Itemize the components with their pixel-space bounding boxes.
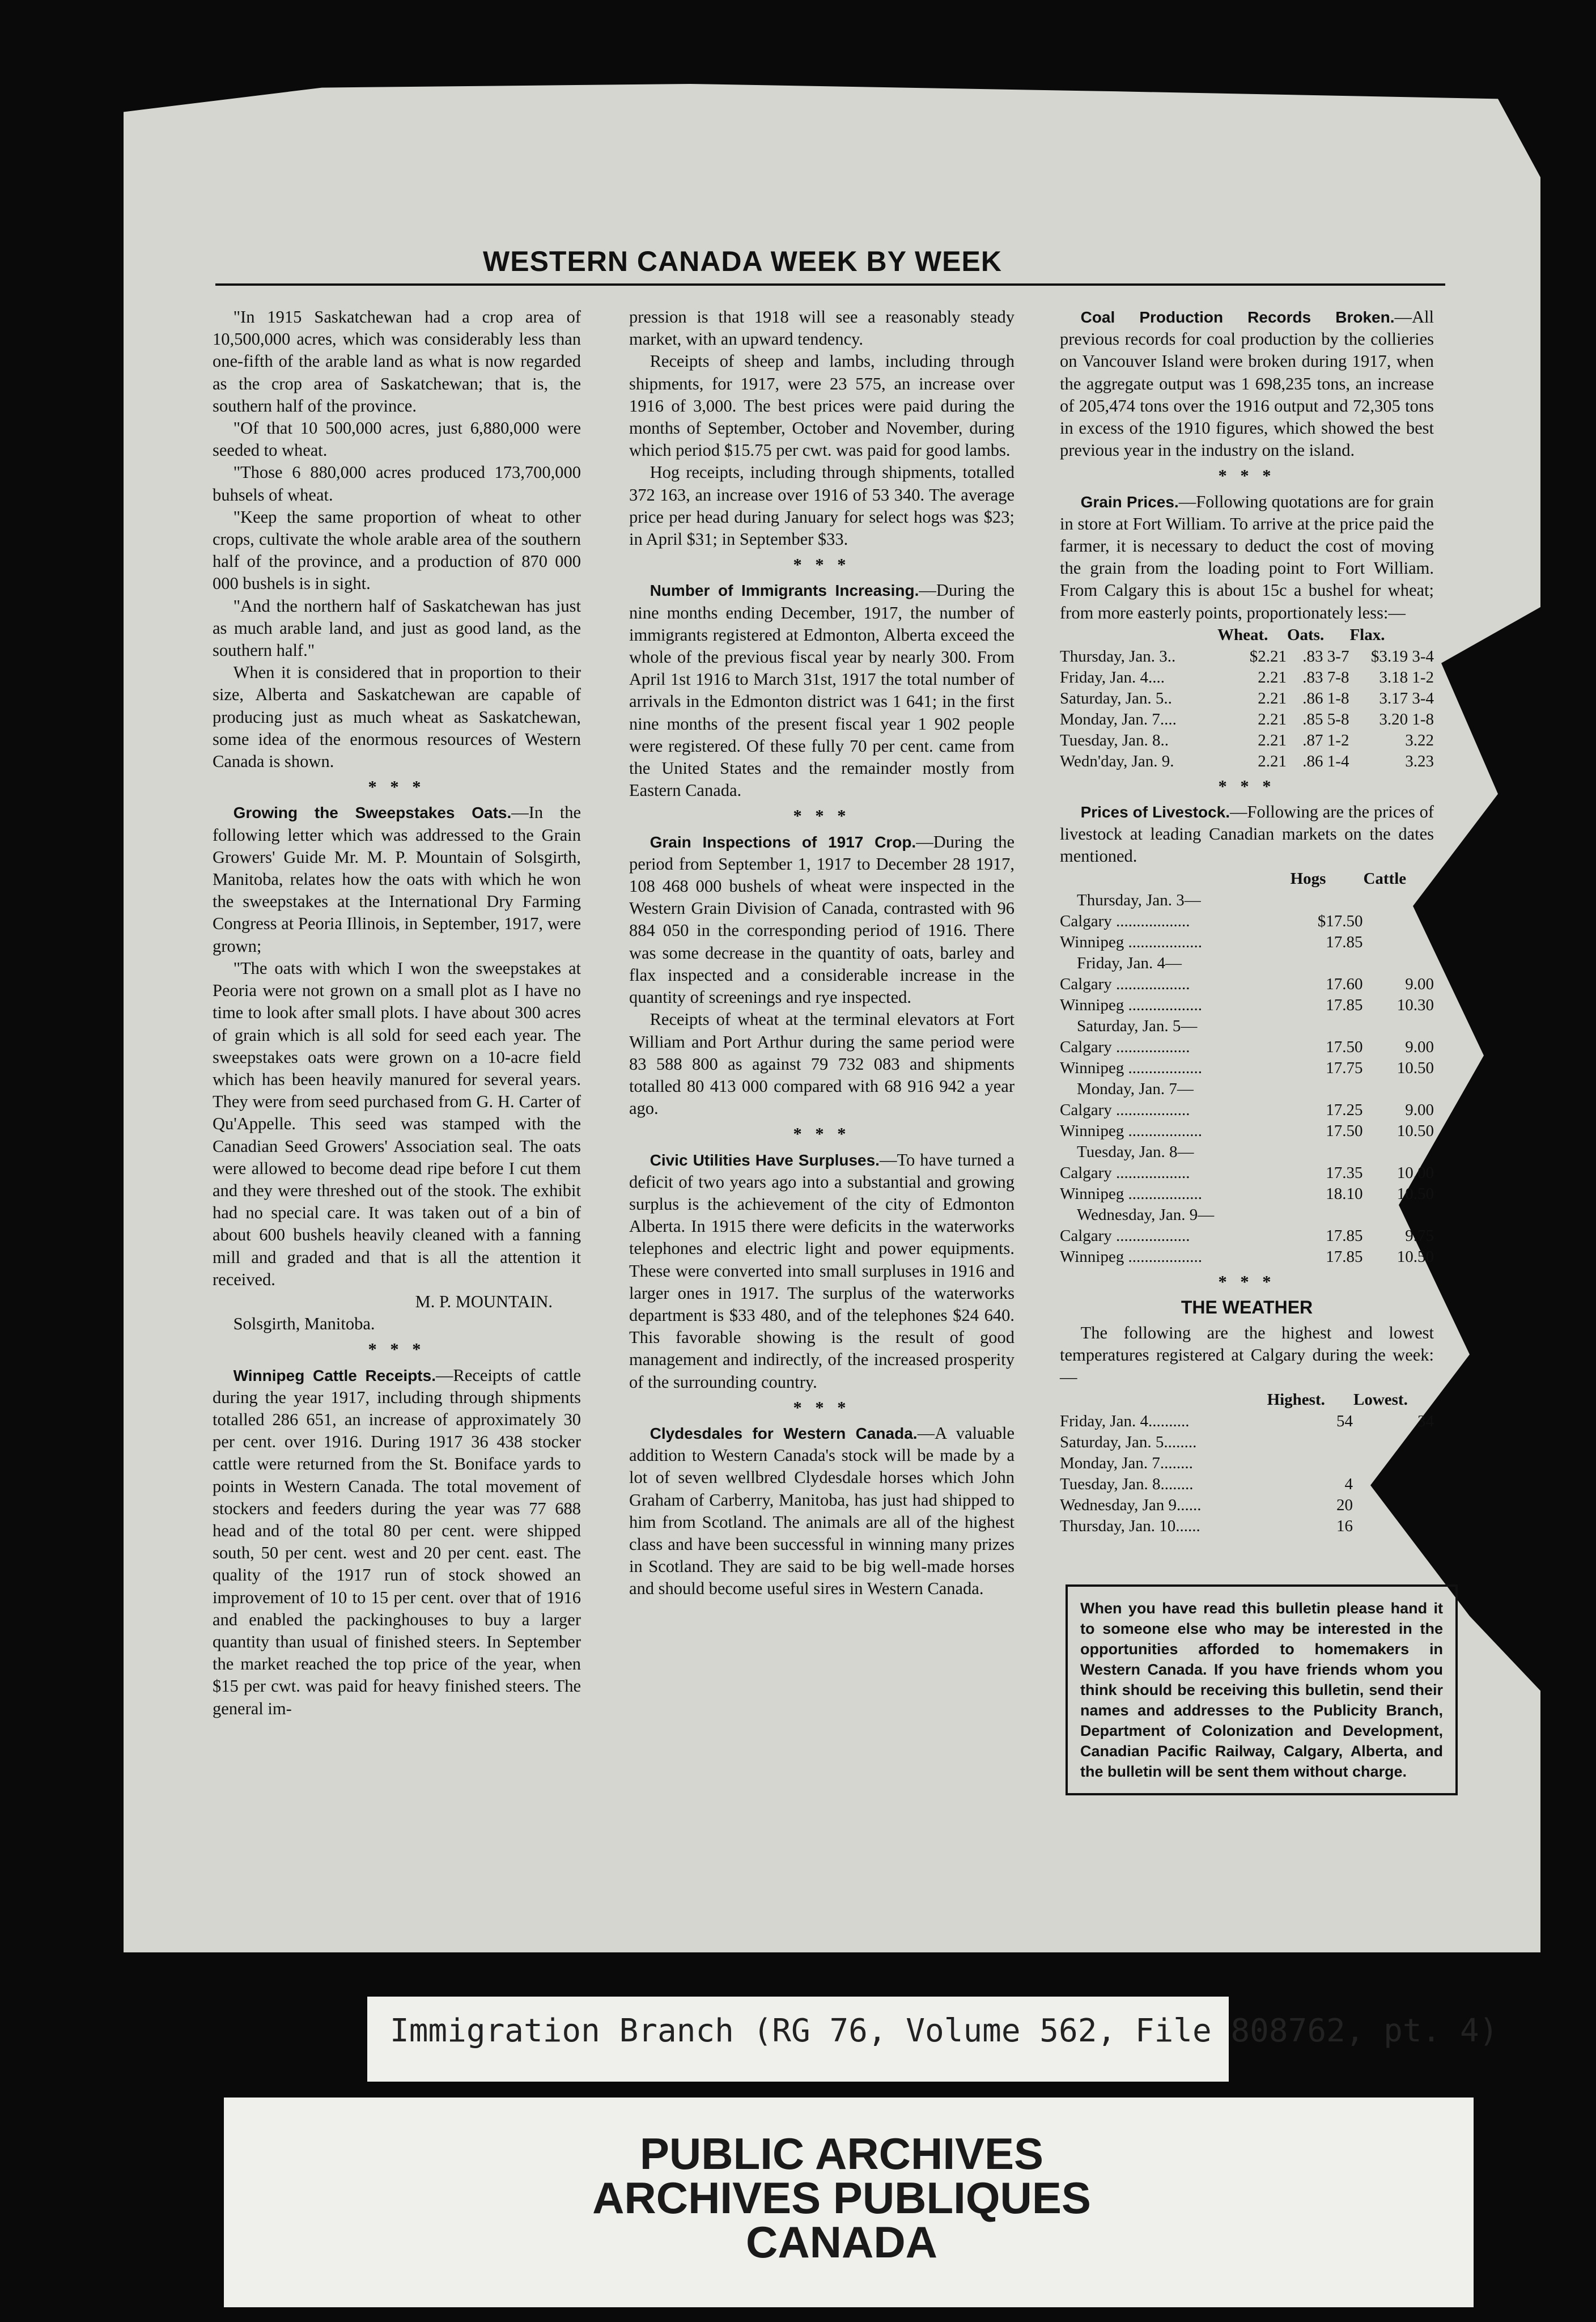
paragraph: "Those 6 880,000 acres produced 173,700,000 buhsels of wheat. [213, 463, 581, 505]
table-day-row [1060, 1079, 1434, 1100]
table-cell: 3.22 [1405, 731, 1434, 749]
table-cell: 17.75 [1326, 1058, 1363, 1077]
article-heading: Grain Prices. [1080, 493, 1179, 511]
column-2 [629, 306, 1015, 1600]
table-row [1060, 911, 1434, 932]
table-cell: 2.21 [1258, 668, 1287, 687]
article-body: —During the period from September 1, 1917 to December 28 1917, 108 468 000 bushels of wheat were inspected in the Western Grain Division of Canada, contrasted with 96 884 050 in the corresponding period of 1916. There was some decrease in the quantity of oats, barley and flax inspected and a considerable increase in the quantity of screenings and rye inspected. [629, 832, 1015, 1007]
table-day-row [1060, 953, 1434, 974]
table-cell: Monday, Jan. 7.... [1060, 710, 1177, 728]
table-row [1060, 667, 1434, 688]
paragraph: Receipts of wheat at the terminal elevators at Fort William and Port Arthur during the same period were 83 588 800 as against 79 732 083 and shipments totalled 80 413 000 compared with 68 916 942 a year ago. [629, 1010, 1015, 1118]
table-cell: 9.00 [1405, 1037, 1434, 1056]
table-cell: Winnipeg .................. [1060, 1184, 1202, 1203]
table-row [1060, 1432, 1434, 1453]
table-cell: Winnipeg .................. [1060, 1121, 1202, 1140]
table-row [1060, 1411, 1434, 1432]
table-row [1060, 688, 1434, 709]
article-livestock [1060, 801, 1434, 868]
table-day-row [1060, 1016, 1434, 1037]
table-header: Flax. [1349, 625, 1385, 644]
table-cell: 10.50 [1396, 1121, 1434, 1140]
article-heading: Winnipeg Cattle Receipts. [233, 1366, 436, 1384]
table-row [1060, 730, 1434, 751]
table-cell: Friday, Jan. 4— [1077, 954, 1182, 972]
table-cell: 10.50 [1396, 1247, 1434, 1266]
article-body: —Following are the prices of livestock at leading Canadian markets on the dates mentioned. [1060, 802, 1434, 866]
table-row [1060, 1163, 1434, 1184]
article-body: —Receipts of cattle during the year 1917, including through shipments totalled 286 651, an increase of approximately 30 per cent. over 1916. During 1917 36 438 stocker cattle were returned from the St. Boniface yards to points in Western Canada. The total movement of stockers and feeders during the year was 77 688 head and of the total 80 per cent. were shipped south, 50 per cent. west and 20 per cent. east. The quality of the 1917 run of stock showed an improvement of 10 to 15 per cent. over that of 1916 and enabled the packinghouses to buy a larger quantity than usual of finished steers. In September the market reached the top price of the year, when $15 per cwt. was paid for heavy finished steers. The general im- [213, 1365, 581, 1718]
table-cell: 9.00 [1405, 1100, 1434, 1119]
table-cell: 2.21 [1258, 710, 1287, 728]
bulletin-notice-box: When you have read this bulletin please hand it to someone else who may be interested in the opportunities afforded to homemakers in Western Canada. If you have friends whom you think should be receiving this bulletin, send their names and addresses to the Publicity Branch, Department of Colonization and Development, Canadian Pacific Railway, Calgary, Alberta, and the bulletin will be sent them without charge. [1066, 1584, 1458, 1795]
table-cell: Friday, Jan. 4.......... [1060, 1412, 1190, 1430]
archive-stamp [558, 2129, 1125, 2267]
table-cell [1353, 1516, 1434, 1537]
article-heading: Growing the Sweepstakes Oats. [233, 804, 512, 822]
article-immigrants [629, 579, 1015, 802]
paragraph: The following are the highest and lowest temperatures registered at Calgary during the week:— [1060, 1323, 1434, 1387]
table-row [1060, 751, 1434, 772]
article-heading: Clydesdales for Western Canada. [650, 1424, 918, 1442]
paragraph: "Of that 10 500,000 acres, just 6,880,000 were seeded to wheat. [213, 418, 581, 460]
livestock-price-table [1060, 868, 1434, 1268]
table-row [1060, 1247, 1434, 1268]
table-row [1060, 1516, 1434, 1537]
article-body: —A valuable addition to Western Canada's stock will be made by a lot of seven wellbred Clydesdale horses which John Graham of Carberry, Manitoba, has just had shipped to him from Scotland. The animals are all of the highest class and have been successful in winning many prizes in Scotland. They are said to be big well-made horses and should become useful sires in Western Canada. [629, 1423, 1015, 1599]
article-sweepstakes [213, 802, 581, 957]
table-row [1060, 1100, 1434, 1121]
table-header: Cattle [1363, 869, 1407, 888]
table-cell: 17.60 [1326, 974, 1363, 993]
table-header: Lowest. [1353, 1390, 1408, 1409]
paragraph: "The oats with which I won the sweepstakes at Peoria were not grown on a small plot as I have no time to look after small plots. I have about 300 acres of grain which is all sold for seed each year. The sweepstakes oats were grown on a 10-acre field which has been heavily manured for several years. They were from seed purchased from G. H. Carter of Qu'Appelle. This seed was stamped with the Canadian Seed Growers' Association seal. The oats were allowed to become dead ripe before I cut them and they were threshed out of the stook. The exhibit had no special care. It was taken out of a bin of about 600 bushels heavily cleaned with a fanning mill and graded and that is all the attention it received. [213, 958, 581, 1289]
table-cell: Thursday, Jan. 3.. [1060, 647, 1176, 666]
table-cell: 10.00 [1396, 1163, 1434, 1182]
table-cell: 20 [1336, 1495, 1353, 1514]
paragraph: When it is considered that in proportion to their size, Alberta and Saskatchewan are capable of producing just as much wheat as Saskatchewan, some idea of the enormous resources of Western Canada is shown. [213, 663, 581, 772]
table-cell: .86 1-4 [1302, 752, 1349, 770]
table-cell: 17.50 [1326, 1037, 1363, 1056]
section-separator: * * * [368, 1340, 426, 1359]
table-cell: Calgary .................. [1060, 1037, 1190, 1056]
table-cell: 10.30 [1396, 995, 1434, 1014]
table-day-row [1060, 890, 1434, 911]
table-cell: 2.21 [1258, 752, 1287, 770]
paragraph: pression is that 1918 will see a reasonably steady market, with an upward tendency. [629, 307, 1015, 349]
table-header [1060, 624, 1217, 646]
stamp-line: PUBLIC ARCHIVES [639, 2129, 1044, 2179]
table-cell: 17.85 [1326, 1226, 1363, 1245]
table-row [1060, 995, 1434, 1016]
archive-caption-label [367, 1997, 1499, 2082]
table-cell: Winnipeg .................. [1060, 1247, 1202, 1266]
table-header: Hogs [1290, 869, 1326, 888]
table-cell: Tuesday, Jan. 8........ [1060, 1474, 1194, 1493]
stamp-line: ARCHIVES PUBLIQUES [592, 2173, 1091, 2223]
article-body: —Following quotations are for grain in store at Fort William. To arrive at the price paid the farmer, it is necessary to deduct the cost of moving the grain from the loading point to Fort William. From Calgary this is about 15c a bushel for wheat; from more easterly points, proportionately less:— [1060, 491, 1434, 622]
table-cell: Tuesday, Jan. 8— [1077, 1142, 1194, 1161]
table-cell: 17.85 [1326, 1247, 1363, 1266]
table-cell: 17.25 [1326, 1100, 1363, 1119]
table-cell: Monday, Jan. 7— [1077, 1079, 1194, 1098]
table-row [1060, 1121, 1434, 1142]
table-row [1060, 1037, 1434, 1058]
table-row [1060, 1474, 1434, 1495]
signature-place: Solsgirth, Manitoba. [233, 1314, 375, 1334]
table-cell: 3.23 [1405, 752, 1434, 770]
table-cell: Wednesday, Jan. 9— [1077, 1205, 1215, 1224]
table-cell: Winnipeg .................. [1060, 1058, 1202, 1077]
table-cell: 17.85 [1326, 995, 1363, 1014]
article-body: —All previous records for coal production by the collieries on Vancouver Island were broken during 1917, when the aggregate output was 1 698,235 tons, an increase of 205,474 tons over the 1916 output and 72,305 tons in excess of the 1910 figures, which showed the best previous year in the industry on the island. [1060, 307, 1434, 460]
paragraph: Hog receipts, including through shipments, totalled 372 163, an increase over 1916 of 53 340. The average price per head during January for select hogs was $23; in April $31; in September $33. [629, 463, 1015, 549]
headline-rule [215, 283, 1445, 286]
table-row [1060, 974, 1434, 995]
article-body: —To have turned a deficit of two years ago into a substantial and growing surplus is the achievement of the city of Edmonton Alberta. In 1915 there were deficits in the waterworks telephones and electric light and power equipments. These were converted into small surpluses in 1916 and larger ones in 1917. The surplus of the waterworks department is $33 480, and of the telephones $24 640. This favorable showing is the result of good management and indirectly, of the increased prosperity of the surrounding country. [629, 1150, 1015, 1392]
table-cell: Saturday, Jan. 5........ [1060, 1433, 1197, 1451]
archive-stamp-strip [224, 2098, 1474, 2307]
table-cell: Winnipeg .................. [1060, 933, 1202, 951]
table-cell: Thursday, Jan. 3— [1077, 891, 1201, 909]
table-cell: $2.21 [1249, 647, 1287, 666]
table-cell [1362, 911, 1434, 932]
table-cell: 10.50 [1396, 1184, 1434, 1203]
table-day-row [1060, 1205, 1434, 1226]
table-header: Wheat. [1217, 625, 1268, 644]
table-cell: .83 3-7 [1302, 647, 1349, 666]
table-cell: Wednesday, Jan 9...... [1060, 1495, 1202, 1514]
table-cell [1353, 1474, 1434, 1495]
table-row [1060, 1226, 1434, 1247]
table-cell: Friday, Jan. 4.... [1060, 668, 1165, 687]
table-cell: 4 [1344, 1474, 1353, 1493]
table-cell: Thursday, Jan. 10...... [1060, 1516, 1200, 1535]
table-header: Oats. [1287, 625, 1325, 644]
table-cell: 3.18 1-2 [1379, 668, 1434, 687]
section-separator: * * * [793, 555, 851, 575]
weather-table [1060, 1389, 1434, 1537]
table-cell: 17.35 [1326, 1163, 1363, 1182]
table-row [1060, 646, 1434, 667]
stamp-line: CANADA [746, 2217, 937, 2267]
section-separator: * * * [793, 1397, 851, 1417]
article-body: —In the following letter which was addressed to the Grain Growers' Guide Mr. M. P. Mountain of Solsgirth, Manitoba, relates how the oats with which he won the sweepstakes at the International Dry Farming Congress at Peoria Illinois, in September, 1917, were grown; [213, 803, 581, 956]
table-header [1060, 868, 1290, 890]
table-cell: Calgary .................. [1060, 1226, 1190, 1245]
table-cell: 2.21 [1258, 689, 1287, 707]
table-cell: Monday, Jan. 7........ [1060, 1454, 1193, 1472]
table-cell: .87 1-2 [1302, 731, 1349, 749]
table-cell: Calgary .................. [1060, 1163, 1190, 1182]
section-separator: * * * [1218, 466, 1276, 486]
paragraph: "In 1915 Saskatchewan had a crop area of 10,500,000 acres, which was considerably less than one-fifth of the arable land as what is now regarded as the crop area of Saskatchewan; that is, the southern half of the province. [213, 307, 581, 416]
table-cell: Calgary .................. [1060, 974, 1190, 993]
table-cell [1353, 1432, 1434, 1453]
table-cell: 9.75 [1405, 1226, 1434, 1245]
table-cell [1267, 1432, 1353, 1453]
table-header [1060, 1389, 1267, 1411]
article-heading: Civic Utilities Have Surpluses. [650, 1151, 880, 1169]
table-cell: 16 [1336, 1516, 1353, 1535]
table-row [1060, 709, 1434, 730]
article-heading: Grain Inspections of 1917 Crop. [650, 833, 916, 851]
table-cell: 9.00 [1405, 974, 1434, 993]
section-separator: * * * [368, 777, 426, 797]
section-separator: * * * [1218, 776, 1276, 796]
table-cell: .83 7-8 [1302, 668, 1349, 687]
table-cell [1362, 932, 1434, 953]
article-clydesdales [629, 1422, 1015, 1600]
article-grain-prices [1060, 491, 1434, 624]
table-cell: 3.17 3-4 [1379, 689, 1434, 707]
table-cell: 2.21 [1258, 731, 1287, 749]
table-cell [1353, 1495, 1434, 1516]
table-header-row [1060, 868, 1434, 890]
table-cell: 17.50 [1326, 1121, 1363, 1140]
table-row [1060, 1058, 1434, 1079]
table-cell: .86 1-8 [1302, 689, 1349, 707]
table-cell: Winnipeg .................. [1060, 995, 1202, 1014]
section-separator: * * * [793, 806, 851, 826]
table-cell: Calgary .................. [1060, 912, 1190, 930]
table-cell: 17.85 [1326, 933, 1363, 951]
table-cell [1353, 1453, 1434, 1474]
section-separator: * * * [1218, 1272, 1276, 1291]
page-headline: WESTERN CANADA WEEK BY WEEK [483, 245, 1002, 277]
grain-price-table [1060, 624, 1434, 772]
table-cell: Wedn'day, Jan. 9. [1060, 752, 1174, 770]
table-row [1060, 1453, 1434, 1474]
table-row [1060, 932, 1434, 953]
archive-caption: Immigration Branch (RG 76, Volume 562, File 808762, pt. 4) [390, 2012, 1499, 2049]
table-day-row [1060, 1142, 1434, 1163]
column-3 [1060, 306, 1434, 1537]
table-cell: 18.10 [1326, 1184, 1363, 1203]
table-cell: $17.50 [1317, 912, 1363, 930]
paragraph: Receipts of sheep and lambs, including through shipments, for 1917, were 23 575, an increase over 1916 of 3,000. The best prices were paid during the months of September, October and November, during which period $15.75 per cwt. was paid for good lambs. [629, 351, 1015, 460]
signature-name: M. P. MOUNTAIN. [415, 1291, 553, 1311]
table-cell: 10.50 [1396, 1058, 1434, 1077]
article-cattle [213, 1365, 581, 1720]
column-1 [213, 306, 581, 1720]
article-heading: Prices of Livestock. [1080, 803, 1230, 821]
table-cell [1267, 1453, 1353, 1474]
weather-heading: THE WEATHER [1181, 1296, 1313, 1317]
table-cell: 34 [1417, 1412, 1434, 1430]
table-row [1060, 1184, 1434, 1205]
article-coal [1060, 306, 1434, 461]
article-body: —During the nine months ending December, 1917, the number of immigrants registered at Edmonton, Alberta exceed the whole of the previous fiscal year by nearly 300. From April 1st 1916 to March 31st, 1917 the total number of arrivals in the Edmonton district was 1 641; in the first nine months of the present fiscal year 1 902 people were registered. Of these fully 70 per cent. came from the United States and the remainder mostly from Eastern Canada. [629, 580, 1015, 800]
table-cell: 54 [1336, 1412, 1353, 1430]
table-row [1060, 1495, 1434, 1516]
table-header-row [1060, 1389, 1434, 1411]
table-cell: 3.20 1-8 [1379, 710, 1434, 728]
table-cell: Saturday, Jan. 5.. [1060, 689, 1172, 707]
paragraph: "Keep the same proportion of wheat to other crops, cultivate the whole arable area of the southern half of the province, and a production of 870 000 000 bushels is in sight. [213, 507, 581, 594]
article-heading: Coal Production Records Broken. [1080, 308, 1395, 326]
table-cell: Saturday, Jan. 5— [1077, 1016, 1198, 1035]
table-header-row [1060, 624, 1434, 646]
table-cell: .85 5-8 [1302, 710, 1349, 728]
table-cell: $3.19 3-4 [1370, 647, 1434, 666]
paragraph: "And the northern half of Saskatchewan has just as much arable land, and just as good land, as the southern half." [213, 596, 581, 660]
article-civic-utilities [629, 1149, 1015, 1393]
article-heading: Number of Immigrants Increasing. [650, 582, 919, 600]
table-header: Highest. [1267, 1390, 1325, 1409]
section-separator: * * * [793, 1124, 851, 1144]
table-cell: Tuesday, Jan. 8.. [1060, 731, 1169, 749]
table-cell: Calgary .................. [1060, 1100, 1190, 1119]
article-grain-inspections [629, 831, 1015, 1009]
